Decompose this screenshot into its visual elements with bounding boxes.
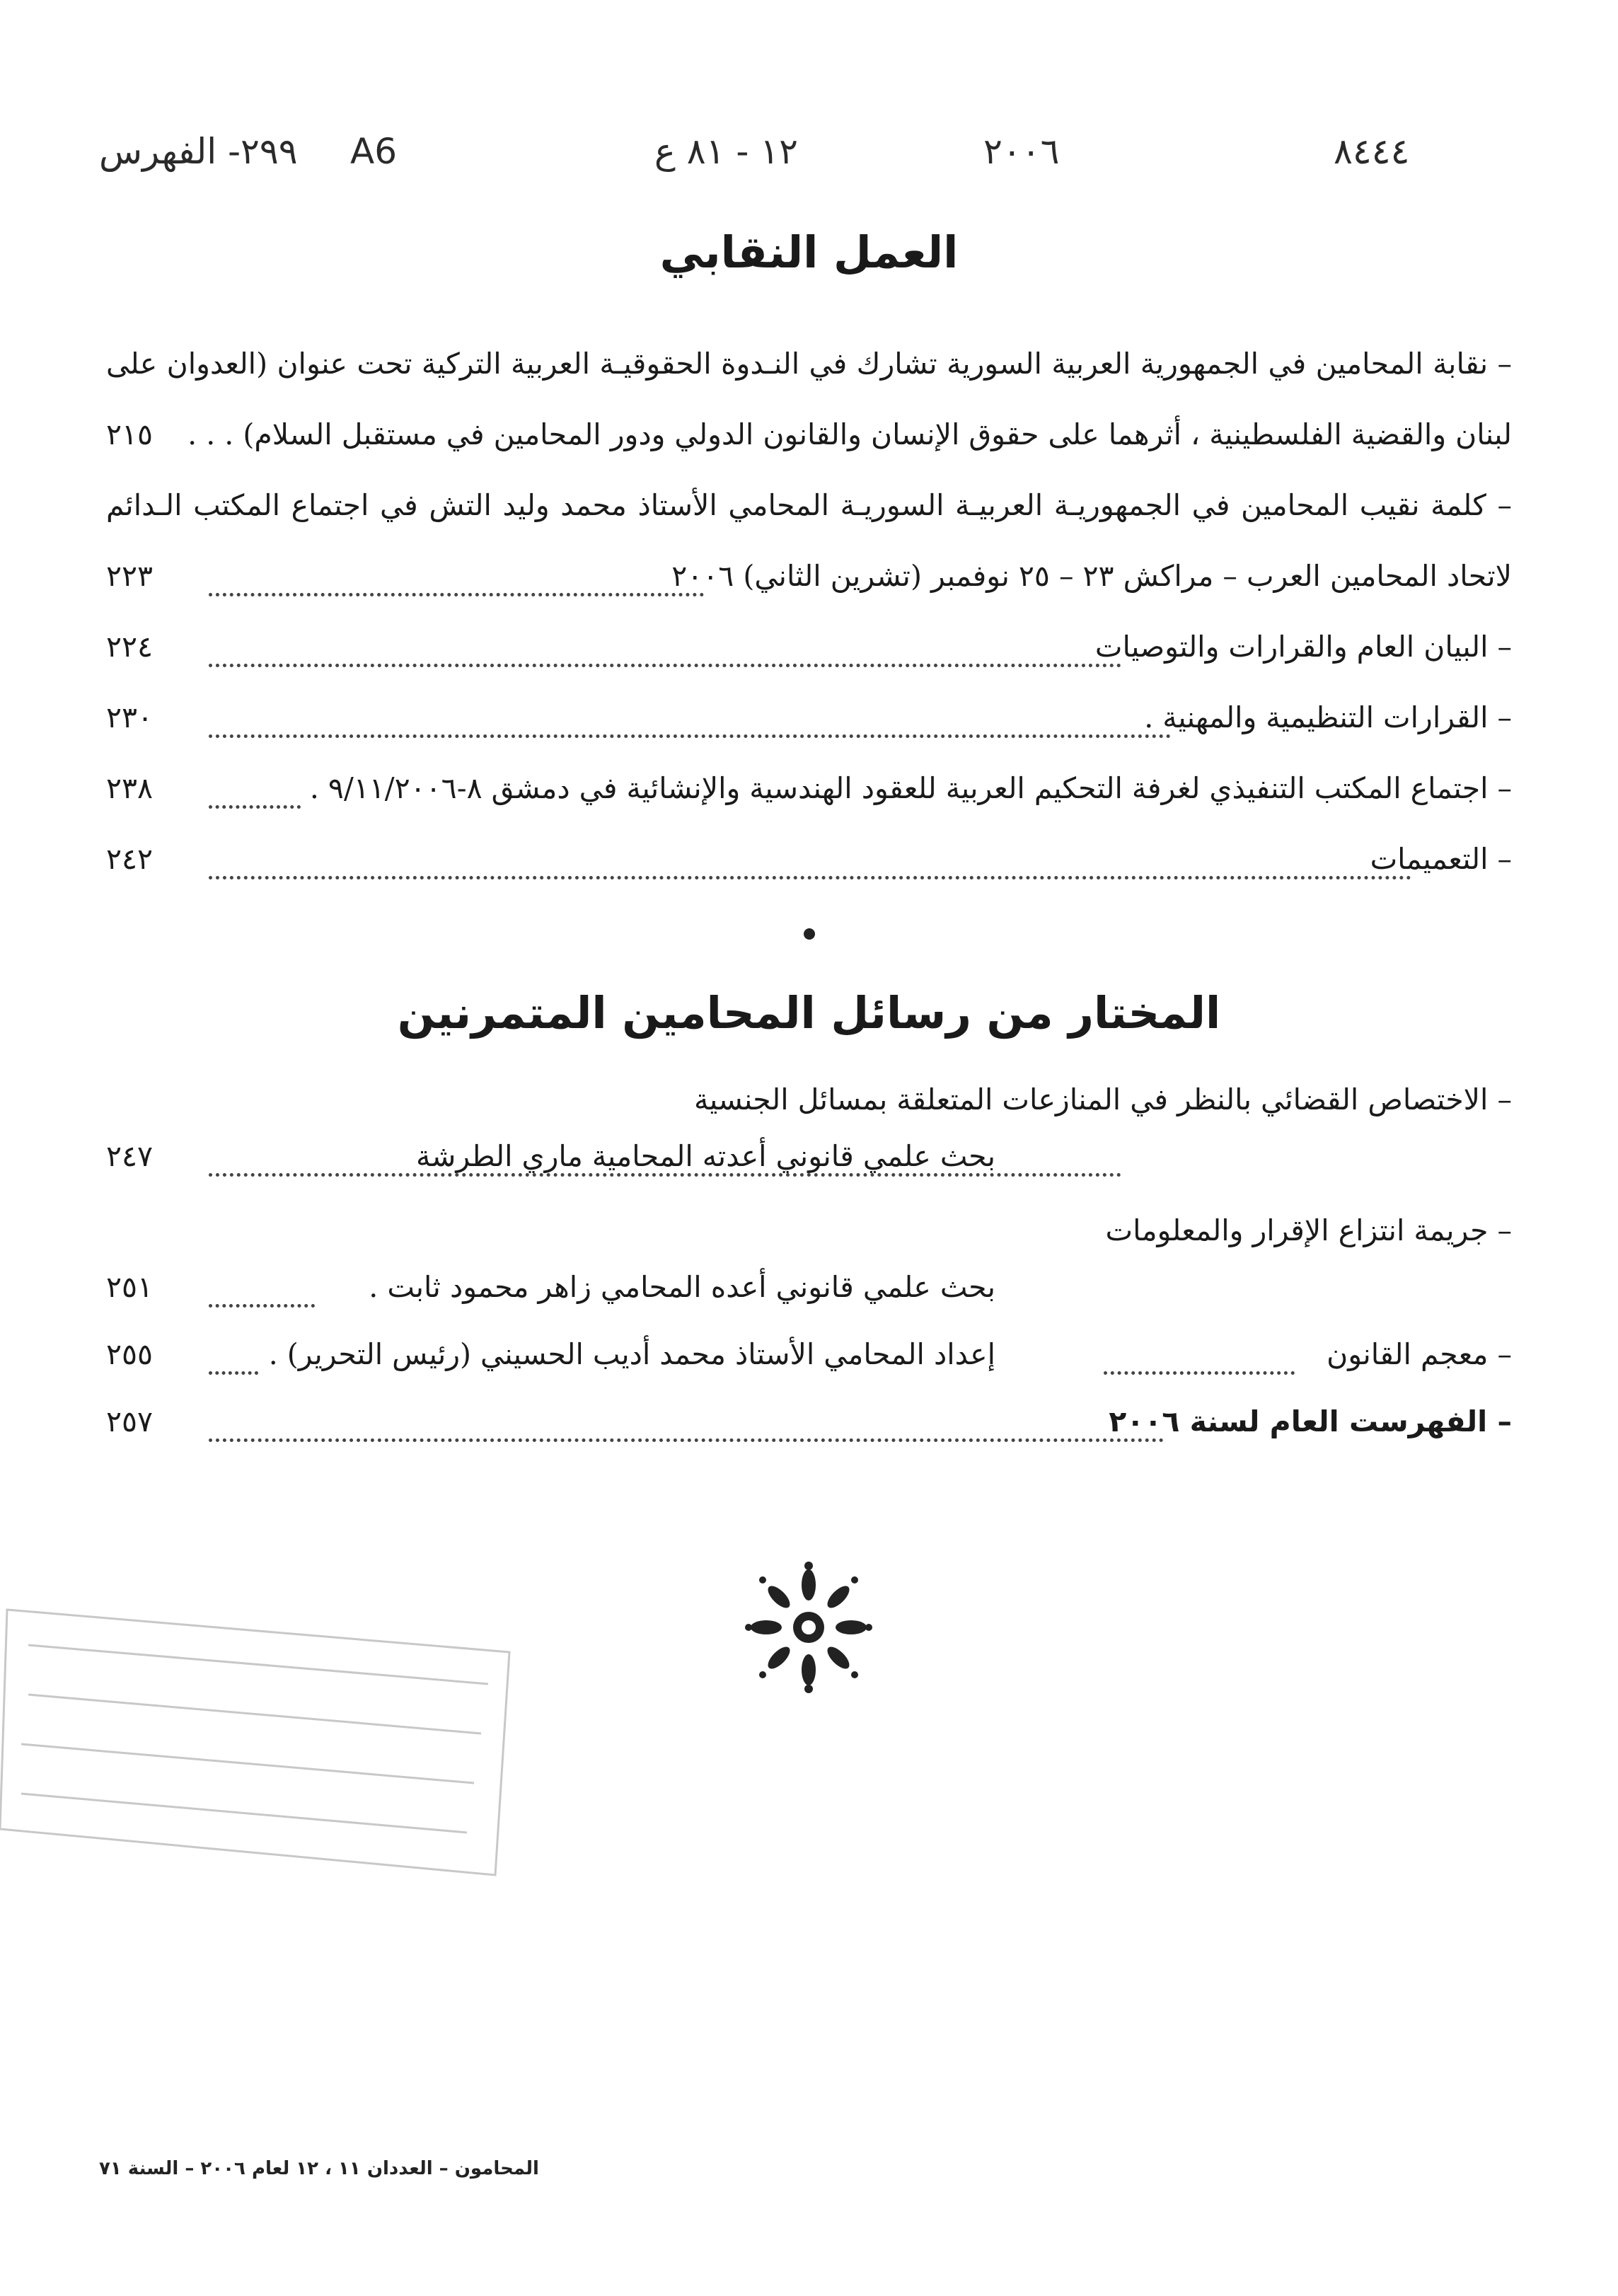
- section-title-trainee-lawyers: المختار من رسائل المحامين المتمرنين: [397, 987, 1221, 1039]
- leader-dots: [209, 642, 1121, 667]
- toc-page-number: ٢٢٤: [106, 630, 154, 664]
- page-footer: المحامون – العددان ١١ ، ١٢ لعام ٢٠٠٦ – السنة ٧١: [99, 2158, 539, 2179]
- toc-entry: [106, 1139, 1512, 1196]
- toc-entry-text: – البيان العام والقرارات والتوصيات: [1094, 630, 1512, 664]
- toc-entry-text: – الاختصاص القضائي بالنظر في المنازعات المتعلقة بمسائل الجنسية: [693, 1083, 1512, 1117]
- toc-entry-text: – جريمة انتزاع الإقرار والمعلومات: [1105, 1213, 1512, 1247]
- toc-page-number: ٢٥١: [106, 1270, 154, 1304]
- handwritten-note-3: ٢٠٠٦: [983, 131, 1060, 172]
- toc-page-number: ٢٤٢: [106, 842, 154, 876]
- page-header: [99, 124, 1519, 202]
- leader-dots: [209, 784, 301, 809]
- leader-dots: [209, 572, 704, 596]
- toc-entry-text: بحث علمي قانوني أعدته المحامية ماري الطرشة: [416, 1139, 995, 1173]
- toc-page-number: ٢٤٧: [106, 1139, 154, 1173]
- section-title-union-work: العمل النقابي: [659, 226, 959, 278]
- toc-page-number: ٢١٥: [106, 417, 154, 451]
- toc-page-number: ٢٥٧: [106, 1404, 154, 1438]
- toc-entry: [106, 1404, 1512, 1461]
- toc-entry-text: – معجم القانون: [1327, 1337, 1512, 1371]
- toc-entry-text: بحث علمي قانوني أعده المحامي زاهر محمود ثابت .: [369, 1270, 995, 1304]
- toc-entry-line: [106, 1213, 1512, 1270]
- handwritten-note-2: ١٢ - ٨١ ع: [654, 131, 799, 172]
- toc-entry-text: – القرارات التنظيمية والمهنية .: [1144, 700, 1512, 734]
- toc-entry-text: لبنان والقضية الفلسطينية ، أثرهما على حقوق الإنسان والقانون الدولي ودور المحامين في مستقبل السلام) . . .: [187, 417, 1512, 451]
- separator-dot: [804, 928, 815, 940]
- toc-entry-text: إعداد المحامي الأستاذ محمد أديب الحسيني (رئيس التحرير) .: [268, 1337, 995, 1371]
- toc-entry: [106, 842, 1512, 899]
- toc-entry: [106, 1270, 1512, 1327]
- toc-page-number: ٢٢٣: [106, 559, 154, 593]
- toc-entry: [106, 417, 1512, 474]
- ornament-icon: [745, 1560, 872, 1695]
- toc-entry-line: [106, 488, 1512, 545]
- toc-entry-line: [106, 1083, 1512, 1139]
- toc-entry-text: – التعميمات: [1370, 842, 1512, 876]
- toc-entry: [106, 559, 1512, 616]
- toc-entry: [106, 1337, 1512, 1394]
- toc-entry-text: – نقابة المحامين في الجمهورية العربية السورية تشارك في النـدوة الحقوقيـة العربية التركية تحت عنوان (العدوان على: [106, 347, 1512, 381]
- handwritten-note-4: ٨٤٤٤: [1334, 131, 1410, 172]
- faded-stamp: [0, 1596, 516, 1879]
- toc-page-number: ٢٥٥: [106, 1337, 154, 1371]
- toc-entry: [106, 771, 1512, 828]
- toc-entry-text: – كلمة نقيب المحامين في الجمهوريـة العربيـة السوريـة المحامي الأستاذ محمد وليد التش في اجتماع المكتب الـدائم: [106, 488, 1512, 522]
- toc-entry-line: [106, 347, 1512, 403]
- running-head: ٢٩٩- الفهرس: [99, 131, 298, 172]
- toc-entry-text: – اجتماع المكتب التنفيذي لغرفة التحكيم العربية للعقود الهندسية والإنشائية في دمشق ٨-٩/١١/٢٠٠٦ .: [309, 771, 1512, 805]
- leader-dots: [209, 713, 1171, 738]
- leader-dots: [209, 1350, 258, 1375]
- leader-dots: [209, 855, 1411, 879]
- leader-dots: [1104, 1350, 1295, 1375]
- toc-entry-text: – الفهرست العام لسنة ٢٠٠٦: [1109, 1404, 1512, 1438]
- toc-entry: [106, 630, 1512, 686]
- toc-entry-text: لاتحاد المحامين العرب – مراكش ٢٣ – ٢٥ نوفمبر (تشرين الثاني) ٢٠٠٦: [671, 559, 1512, 593]
- leader-dots: [209, 1152, 1121, 1177]
- leader-dots: [209, 1417, 1164, 1442]
- leader-dots: [209, 1283, 315, 1308]
- handwritten-note-1: A6: [350, 131, 398, 172]
- toc-entry: [106, 700, 1512, 757]
- toc-page-number: ٢٣٨: [106, 771, 154, 805]
- toc-page-number: ٢٣٠: [106, 700, 154, 734]
